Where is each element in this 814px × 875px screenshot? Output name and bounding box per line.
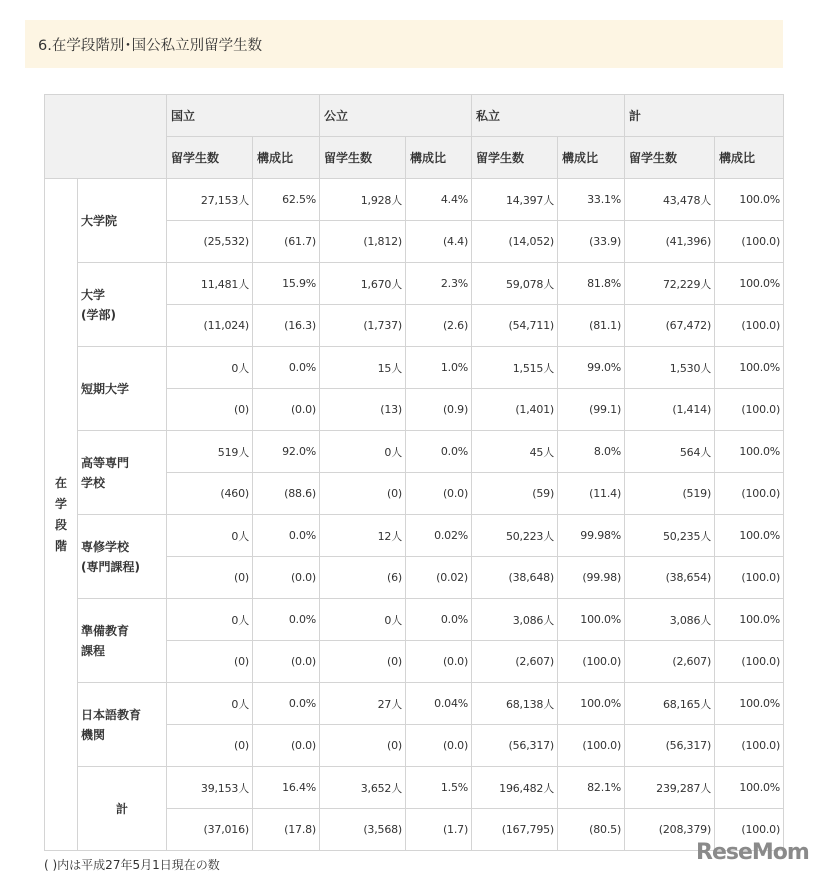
value-cell: 0.0%	[253, 347, 320, 389]
value-cell: 0人	[167, 599, 253, 641]
previous-value-cell: (99.98)	[558, 557, 625, 599]
value-cell: 100.0%	[715, 683, 784, 725]
total-previous-value-cell: (37,016)	[167, 809, 253, 851]
total-value-cell: 39,153人	[167, 767, 253, 809]
value-cell: 68,138人	[472, 683, 558, 725]
previous-value-cell: (56,317)	[472, 725, 558, 767]
previous-value-cell: (0.02)	[406, 557, 472, 599]
total-row	[45, 767, 784, 809]
value-cell: 15.9%	[253, 263, 320, 305]
category-label: 日本語教育	[81, 707, 142, 722]
total-value-cell: 3,652人	[320, 767, 406, 809]
total-value-cell: 16.4%	[253, 767, 320, 809]
previous-value-cell: (25,532)	[167, 221, 253, 263]
previous-value-cell: (56,317)	[625, 725, 715, 767]
value-cell: 2.3%	[406, 263, 472, 305]
value-cell: 14,397人	[472, 179, 558, 221]
value-cell: 59,078人	[472, 263, 558, 305]
previous-value-cell: (11.4)	[558, 473, 625, 515]
value-cell: 8.0%	[558, 431, 625, 473]
header-ratio: 構成比	[715, 137, 784, 179]
value-cell: 27人	[320, 683, 406, 725]
previous-value-cell: (0)	[320, 473, 406, 515]
previous-value-cell: (0)	[320, 641, 406, 683]
value-cell: 100.0%	[715, 515, 784, 557]
category-sublabel: 学校	[81, 475, 106, 490]
value-cell: 100.0%	[558, 599, 625, 641]
header-students: 留学生数	[625, 137, 715, 179]
category-sublabel: (学部)	[81, 307, 116, 322]
value-cell: 11,481人	[167, 263, 253, 305]
previous-value-cell: (1,401)	[472, 389, 558, 431]
previous-value-cell: (81.1)	[558, 305, 625, 347]
category-sublabel: 課程	[81, 643, 106, 658]
value-cell: 0人	[167, 347, 253, 389]
category-cell	[78, 683, 167, 767]
header-total: 計	[625, 95, 784, 137]
value-cell: 1,515人	[472, 347, 558, 389]
value-cell: 519人	[167, 431, 253, 473]
total-previous-value-cell: (3,568)	[320, 809, 406, 851]
students-table	[44, 94, 784, 851]
value-cell: 100.0%	[715, 347, 784, 389]
previous-value-cell: (54,711)	[472, 305, 558, 347]
previous-value-cell: (519)	[625, 473, 715, 515]
previous-value-cell: (100.0)	[715, 389, 784, 431]
header-corner	[45, 95, 167, 179]
value-cell: 0.0%	[406, 599, 472, 641]
previous-value-cell: (38,654)	[625, 557, 715, 599]
value-cell: 0.04%	[406, 683, 472, 725]
value-cell: 0.0%	[253, 683, 320, 725]
previous-value-cell: (100.0)	[558, 725, 625, 767]
header-students: 留学生数	[320, 137, 406, 179]
previous-value-cell: (38,648)	[472, 557, 558, 599]
total-value-cell: 239,287人	[625, 767, 715, 809]
total-previous-value-cell: (1.7)	[406, 809, 472, 851]
previous-value-cell: (67,472)	[625, 305, 715, 347]
value-cell: 100.0%	[715, 599, 784, 641]
previous-value-cell: (2.6)	[406, 305, 472, 347]
value-cell: 27,153人	[167, 179, 253, 221]
previous-value-cell: (100.0)	[715, 221, 784, 263]
previous-value-cell: (1,812)	[320, 221, 406, 263]
footnote: ( )内は平成27年5月1日現在の数	[44, 858, 220, 872]
value-cell: 45人	[472, 431, 558, 473]
previous-value-cell: (0)	[167, 557, 253, 599]
value-cell: 33.1%	[558, 179, 625, 221]
value-cell: 100.0%	[715, 179, 784, 221]
header-ratio: 構成比	[558, 137, 625, 179]
value-cell: 50,235人	[625, 515, 715, 557]
header-students: 留学生数	[167, 137, 253, 179]
total-previous-value-cell: (167,795)	[472, 809, 558, 851]
category-cell	[78, 515, 167, 599]
total-previous-value-cell: (80.5)	[558, 809, 625, 851]
value-cell: 0人	[167, 515, 253, 557]
category-cell	[78, 599, 167, 683]
value-cell: 12人	[320, 515, 406, 557]
value-cell: 0人	[320, 431, 406, 473]
previous-value-cell: (41,396)	[625, 221, 715, 263]
value-cell: 0.0%	[253, 515, 320, 557]
value-cell: 100.0%	[715, 263, 784, 305]
previous-value-cell: (6)	[320, 557, 406, 599]
value-cell: 1,928人	[320, 179, 406, 221]
previous-value-cell: (1,737)	[320, 305, 406, 347]
total-value-cell: 100.0%	[715, 767, 784, 809]
previous-value-cell: (0.0)	[406, 473, 472, 515]
previous-value-cell: (0.0)	[253, 641, 320, 683]
total-value-cell: 1.5%	[406, 767, 472, 809]
header-private: 私立	[472, 95, 625, 137]
value-cell: 100.0%	[715, 431, 784, 473]
previous-value-cell: (2,607)	[625, 641, 715, 683]
group-label: 在学段階	[54, 475, 67, 553]
value-cell: 0.0%	[253, 599, 320, 641]
header-ratio: 構成比	[253, 137, 320, 179]
previous-value-cell: (2,607)	[472, 641, 558, 683]
previous-value-cell: (0)	[167, 641, 253, 683]
total-value-cell: 82.1%	[558, 767, 625, 809]
value-cell: 0人	[320, 599, 406, 641]
previous-value-cell: (0.0)	[253, 725, 320, 767]
previous-value-cell: (0.0)	[253, 557, 320, 599]
table-row	[45, 179, 784, 221]
total-label-cell: 計	[78, 767, 167, 851]
value-cell: 81.8%	[558, 263, 625, 305]
previous-value-cell: (16.3)	[253, 305, 320, 347]
category-sublabel: 機関	[81, 727, 106, 742]
header-row-sectors	[45, 95, 784, 137]
table-row	[45, 347, 784, 389]
header-public: 公立	[320, 95, 472, 137]
value-cell: 92.0%	[253, 431, 320, 473]
previous-value-cell: (14,052)	[472, 221, 558, 263]
previous-value-cell: (100.0)	[715, 473, 784, 515]
previous-value-cell: (99.1)	[558, 389, 625, 431]
value-cell: 4.4%	[406, 179, 472, 221]
value-cell: 62.5%	[253, 179, 320, 221]
previous-value-cell: (100.0)	[715, 305, 784, 347]
value-cell: 72,229人	[625, 263, 715, 305]
value-cell: 99.98%	[558, 515, 625, 557]
previous-value-cell: (100.0)	[558, 641, 625, 683]
previous-value-cell: (100.0)	[715, 641, 784, 683]
table-row	[45, 515, 784, 557]
previous-value-cell: (13)	[320, 389, 406, 431]
previous-value-cell: (0.0)	[406, 725, 472, 767]
table-row	[45, 431, 784, 473]
previous-value-cell: (0)	[320, 725, 406, 767]
value-cell: 1,530人	[625, 347, 715, 389]
value-cell: 50,223人	[472, 515, 558, 557]
previous-value-cell: (88.6)	[253, 473, 320, 515]
previous-value-cell: (33.9)	[558, 221, 625, 263]
category-cell	[78, 347, 167, 431]
previous-value-cell: (4.4)	[406, 221, 472, 263]
value-cell: 15人	[320, 347, 406, 389]
category-label: 大学院	[81, 213, 118, 228]
group-label-cell	[45, 179, 78, 851]
previous-value-cell: (460)	[167, 473, 253, 515]
category-cell	[78, 431, 167, 515]
previous-value-cell: (0)	[167, 389, 253, 431]
category-label: 大学	[81, 287, 106, 302]
resemom-logo: ReseMom	[696, 840, 809, 865]
section-title: 6.在学段階別･国公私立別留学生数	[25, 20, 783, 68]
category-label: 専修学校	[81, 539, 130, 554]
total-previous-value-cell: (208,379)	[625, 809, 715, 851]
value-cell: 99.0%	[558, 347, 625, 389]
header-students: 留学生数	[472, 137, 558, 179]
value-cell: 43,478人	[625, 179, 715, 221]
previous-value-cell: (59)	[472, 473, 558, 515]
previous-value-cell: (61.7)	[253, 221, 320, 263]
category-label: 短期大学	[81, 381, 130, 396]
previous-value-cell: (100.0)	[715, 725, 784, 767]
value-cell: 0人	[167, 683, 253, 725]
value-cell: 3,086人	[625, 599, 715, 641]
category-cell	[78, 263, 167, 347]
header-ratio: 構成比	[406, 137, 472, 179]
total-previous-value-cell: (100.0)	[715, 809, 784, 851]
category-label: 高等専門	[81, 455, 130, 470]
previous-value-cell: (0.9)	[406, 389, 472, 431]
value-cell: 0.02%	[406, 515, 472, 557]
category-cell	[78, 179, 167, 263]
previous-value-cell: (100.0)	[715, 557, 784, 599]
previous-value-cell: (1,414)	[625, 389, 715, 431]
value-cell: 0.0%	[406, 431, 472, 473]
previous-value-cell: (0)	[167, 725, 253, 767]
table-row	[45, 263, 784, 305]
previous-value-cell: (0.0)	[406, 641, 472, 683]
value-cell: 3,086人	[472, 599, 558, 641]
previous-value-cell: (0.0)	[253, 389, 320, 431]
category-label: 準備教育	[81, 623, 130, 638]
value-cell: 564人	[625, 431, 715, 473]
value-cell: 1,670人	[320, 263, 406, 305]
value-cell: 1.0%	[406, 347, 472, 389]
total-value-cell: 196,482人	[472, 767, 558, 809]
value-cell: 100.0%	[558, 683, 625, 725]
category-sublabel: (専門課程)	[81, 559, 140, 574]
header-national: 国立	[167, 95, 320, 137]
total-previous-value-cell: (17.8)	[253, 809, 320, 851]
table-row	[45, 599, 784, 641]
table-row	[45, 683, 784, 725]
previous-value-cell: (11,024)	[167, 305, 253, 347]
value-cell: 68,165人	[625, 683, 715, 725]
